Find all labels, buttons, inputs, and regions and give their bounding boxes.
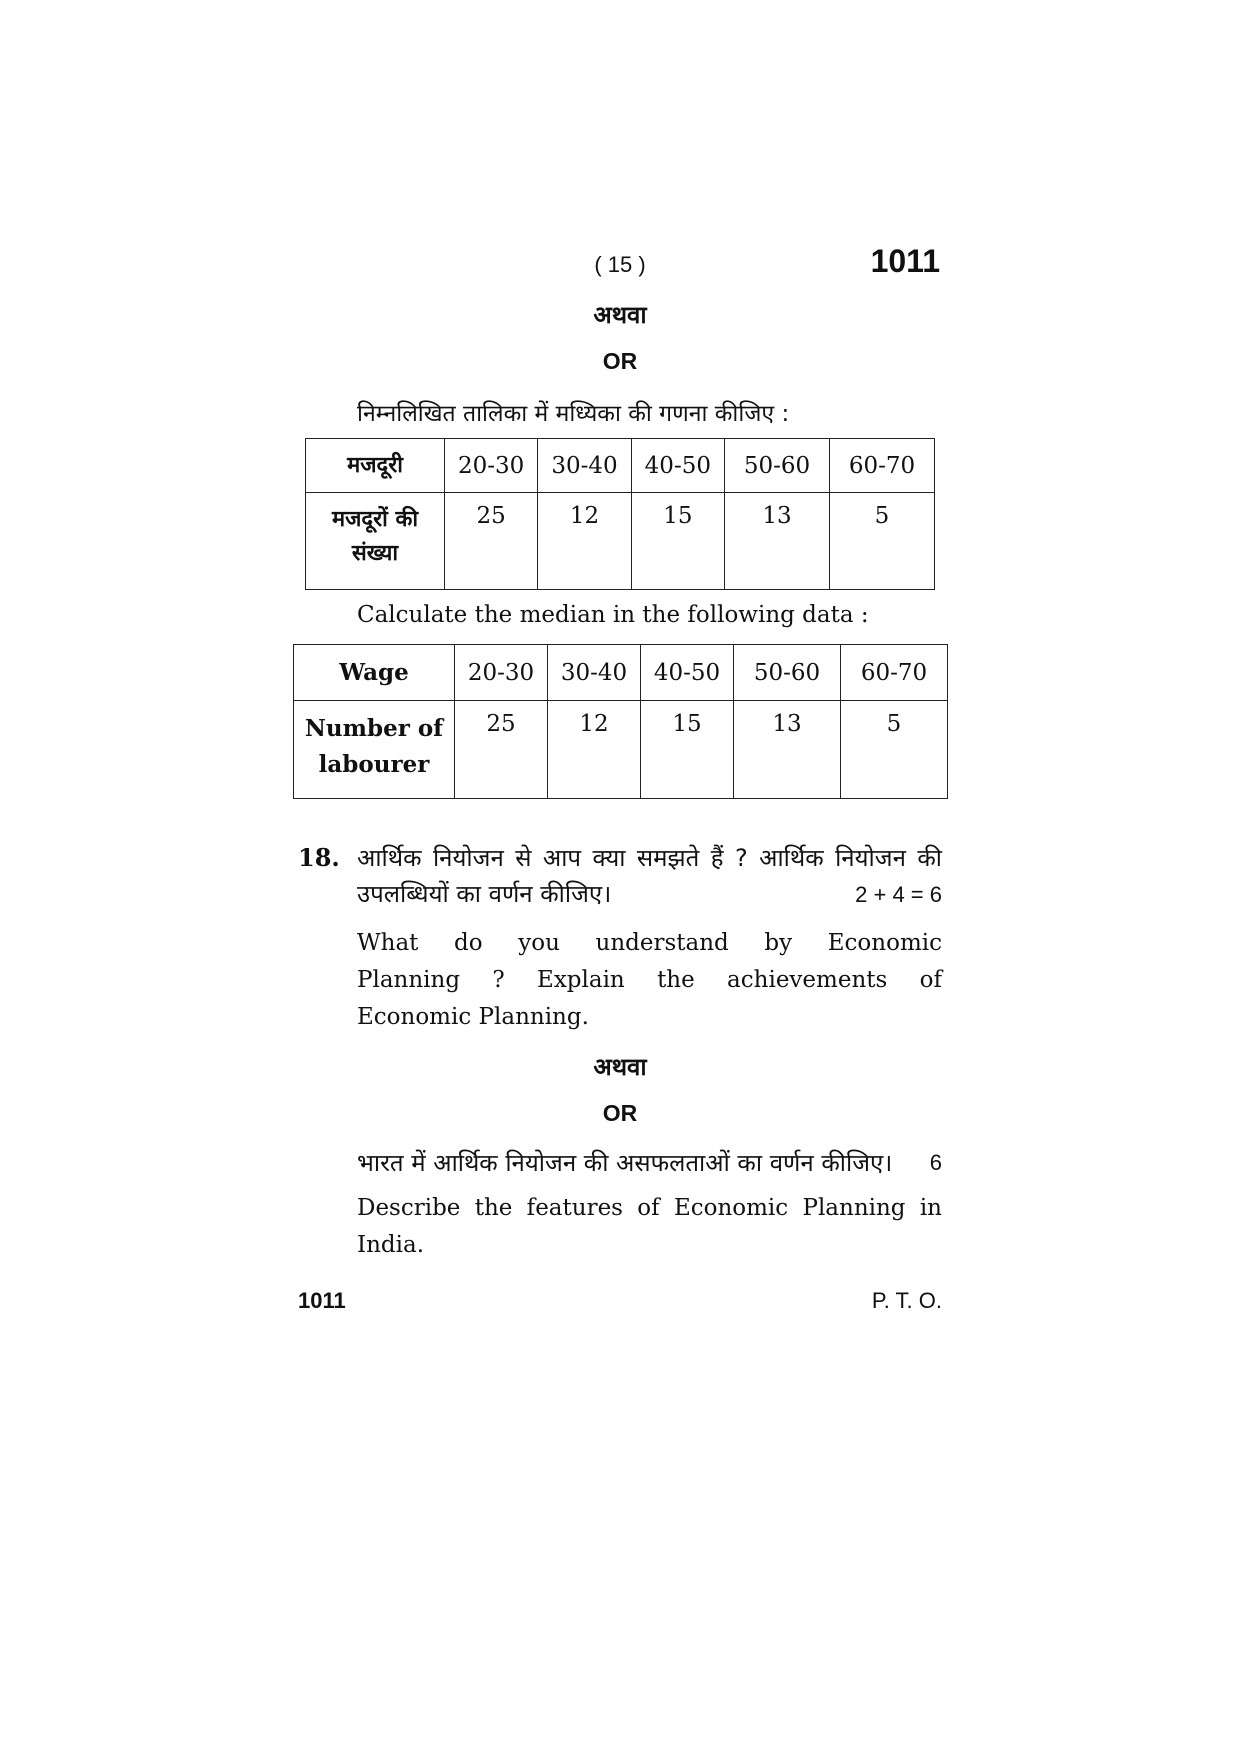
row-label-wage: Wage [294, 645, 455, 701]
paper-code-header: 1011 [870, 243, 940, 279]
pto-label: P. T. O. [871, 1288, 942, 1313]
count-cell: 25 [455, 701, 548, 799]
row-label-labourers-hindi [306, 493, 445, 590]
or-hindi: अथवा [593, 1053, 647, 1081]
row-label-line: मजदूरों की [331, 507, 419, 532]
class-cell: 40-50 [641, 645, 734, 701]
question-18-english [357, 925, 942, 1036]
alternative-english-line: Describe the features of Economic Planning in [357, 1195, 942, 1221]
class-cell: 30-40 [548, 645, 641, 701]
class-cell: 50-60 [734, 645, 841, 701]
count-cell: 13 [725, 493, 830, 590]
or-english: OR [602, 1100, 638, 1126]
row-label-labourers [294, 701, 455, 799]
table-row [306, 493, 935, 590]
count-cell: 12 [538, 493, 631, 590]
marks-q18: 2 + 4 = 6 [855, 882, 942, 907]
count-cell: 13 [734, 701, 841, 799]
class-cell: 30-40 [538, 439, 631, 493]
page-number: ( 15 ) [594, 252, 646, 277]
class-cell: 40-50 [631, 439, 724, 493]
question-number: 18. [298, 843, 340, 872]
median-prompt-english: Calculate the median in the following data : [357, 602, 869, 628]
class-cell: 20-30 [445, 439, 538, 493]
median-table-english [293, 644, 948, 799]
table-row [306, 439, 935, 493]
count-cell: 5 [841, 701, 948, 799]
question-18-hindi-line1: आर्थिक नियोजन से आप क्या समझते हैं ? आर्थिक नियोजन की [357, 844, 942, 872]
count-cell: 25 [445, 493, 538, 590]
question-18-english-line: Planning ? Explain the achievements of [357, 967, 942, 993]
median-prompt-hindi: निम्नलिखित तालिका में मध्यिका की गणना कीजिए : [357, 401, 790, 427]
class-cell: 50-60 [725, 439, 830, 493]
class-cell: 60-70 [841, 645, 948, 701]
alternative-question-english [357, 1190, 942, 1264]
paper-code-footer: 1011 [298, 1288, 346, 1313]
count-cell: 15 [631, 493, 724, 590]
row-label-line: संख्या [351, 541, 399, 566]
marks-alternative: 6 [929, 1150, 942, 1175]
row-label-line: Number of [304, 715, 444, 742]
or-english: OR [602, 348, 638, 374]
or-hindi: अथवा [593, 301, 647, 329]
count-cell: 5 [830, 493, 935, 590]
question-18-english-line: What do you understand by Economic [357, 930, 942, 956]
row-label-wage-hindi: मजदूरी [306, 439, 445, 493]
alternative-english-line: India. [357, 1232, 425, 1258]
median-table-hindi [305, 438, 935, 590]
class-cell: 60-70 [830, 439, 935, 493]
class-cell: 20-30 [455, 645, 548, 701]
question-18-english-line: Economic Planning. [357, 1004, 589, 1030]
table-row [294, 645, 948, 701]
count-cell: 12 [548, 701, 641, 799]
row-label-line: labourer [318, 751, 430, 778]
count-cell: 15 [641, 701, 734, 799]
table-row [294, 701, 948, 799]
question-18-hindi-line2: उपलब्धियों का वर्णन कीजिए। [357, 880, 612, 908]
alternative-question-hindi: भारत में आर्थिक नियोजन की असफलताओं का वर्णन कीजिए। [357, 1149, 893, 1177]
